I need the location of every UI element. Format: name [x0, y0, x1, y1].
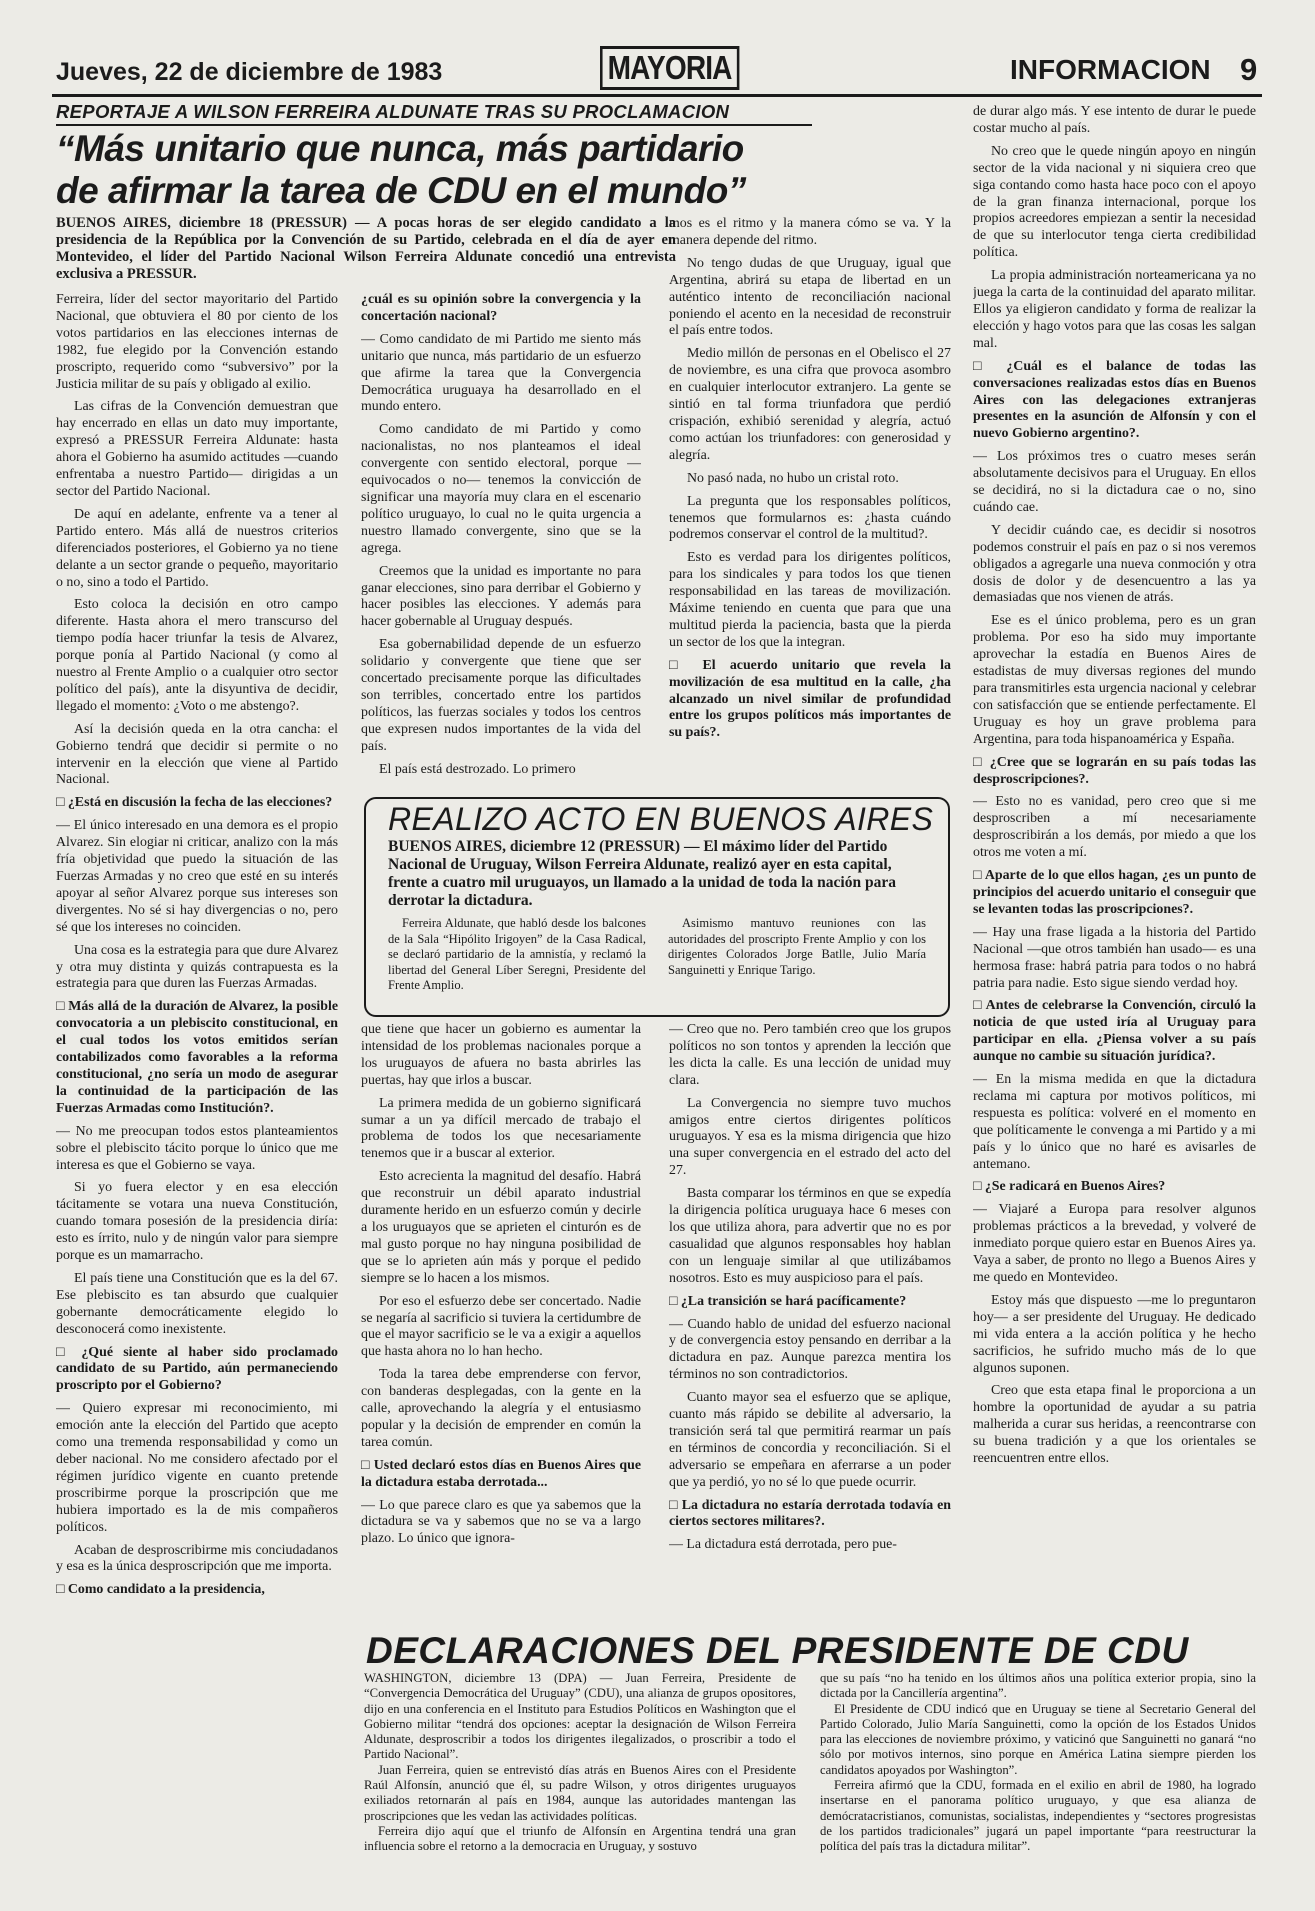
- article-paragraph: de durar algo más. Y ese intento de durar le puede costar mucho al país.: [973, 104, 1256, 136]
- interview-question: □ ¿Está en discusión la fecha de las elecciones?: [56, 795, 333, 811]
- interview-question: □ El acuerdo unitario que revela la movilización de esa multitud en la calle, ¿ha alcanzado un nivel similar de profundidad entre los grupos políticos más importantes de su país?.: [669, 657, 951, 741]
- article-column-4: [973, 104, 1256, 1622]
- declaraciones-headline: DECLARACIONES DEL PRESIDENTE DE CDU: [366, 1630, 1189, 1671]
- declaraciones-column-1: [364, 1671, 796, 1871]
- article-paragraph: Juan Ferreira, quien se entrevistó días atrás en Buenos Aires con el Presidente Raúl Alfonsín, anunció que él, su padre Wilson, y otros dirigentes uruguayos exiliados retornarán al país en 1984, aunque las autoridades mantengan las proscripciones que les vedan las actividades políticas.: [364, 1762, 796, 1823]
- article-paragraph: — Hay una frase ligada a la historia del Partido Nacional —que otros también han usado— es una hermosa frase: habrá patria para todos o no habrá patria para nadie. Esto sigue siendo verdad hoy.: [973, 924, 1256, 991]
- declaraciones-column-2: [820, 1671, 1256, 1871]
- box-paragraph: Asimismo mantuvo reuniones con las autoridades del proscripto Frente Amplio y con los dirigentes Colorados Jorge Batlle, Julio María Sanguinetti y Enrique Tarigo.: [668, 916, 926, 977]
- header-rule: [52, 94, 1262, 97]
- article-column-2-bottom: [361, 1022, 641, 1622]
- article-column-1: [56, 292, 338, 1872]
- article-paragraph: WASHINGTON, diciembre 13 (DPA) — Juan Ferreira, Presidente de “Convergencia Democrática del Uruguay” (CDU), una alianza de grupos opositores, dijo en una conferencia en el Instituto para Estudios Políticos en Washington que el Gobierno militar “tendrá dos opciones: aceptar la designación de Wilson Ferreira Aldunate, desproscribir a todos los dirigentes ilegalizados, o proscribir a todo el Partido Nacional”.: [364, 1671, 796, 1762]
- article-paragraph: Medio millón de personas en el Obelisco el 27 de noviembre, es una cifra que provoca asombro en cualquier interlocutor extranjero. La gente se sintió en tal forma triunfadora que perdió crispación, exhibió serenidad y alegría, actuó como actúan los triunfadores: con generosidad y alegría.: [669, 346, 951, 463]
- article-paragraph: Y decidir cuándo cae, es decidir si nosotros podemos construir el país en paz o si nos veremos obligados a agregarle una nueva conmoción y otra dosis de dolor y de desencuentro a las ya demasiadas que nos vienen de atrás.: [973, 522, 1256, 606]
- article-paragraph: Creo que esta etapa final le proporciona a un hombre la oportunidad de ayudar a su patria malherida a curar sus heridas, a reencontrarse con su buena tradición y a que los orientales se reencuentren entre ellos.: [973, 1383, 1256, 1467]
- article-paragraph: — Creo que no. Pero también creo que los grupos políticos no son tontos y aprenden la lección que les dicta la calle. Es una lección de unidad muy clara.: [669, 1022, 951, 1088]
- article-paragraph: Esto acrecienta la magnitud del desafío. Habrá que reconstruir un débil aparato industrial duramente herido en un esfuerzo común y decirle a los uruguayos que se aprieten el cinturón es de mal gusto porque no hay ninguna posibilidad de que se lo aprieten aún más y porque el pedido siempre se lo hacen a los mismos.: [361, 1169, 641, 1286]
- article-paragraph: — El único interesado en una demora es el propio Alvarez. Sin elogiar ni criticar, analizo con la más fría objetividad que puedo la situación de las Fuerzas Armadas y no creo que esté en su interés apoyar al señor Alvarez porque sus intereses son divergentes. No sé si hay divergencias o no, pero sé que los intereses no coinciden.: [56, 818, 338, 935]
- article-paragraph: Toda la tarea debe emprenderse con fervor, con banderas desplegadas, con la gente en la calle, aprovechando la alegría y el entusiasmo popular y la decisión de emprender en común la tarea común.: [361, 1367, 641, 1450]
- article-column-3-top: [669, 216, 951, 786]
- article-paragraph: Esto coloca la decisión en otro campo diferente. Hasta ahora el mero transcurso del tiempo podía hacer triunfar la tesis de Alvarez, porque ponía al Partido Nacional (y como al nuestro al Frente Amplio o a cualquier otro sector político del país), ante la disyuntiva de decidir, llegado el momento: ¿Voto o me abstengo?.: [56, 597, 338, 714]
- article-paragraph: — No me preocupan todos estos planteamientos sobre el plebiscito tácito porque lo único que me interesa es que el Gobierno se vaya.: [56, 1123, 338, 1173]
- article-paragraph: que su país “no ha tenido en los últimos años una política exterior propia, sino la dictada por la Cancillería argentina”.: [820, 1671, 1256, 1701]
- headline-line-2: de afirmar la tarea de CDU en el mundo”: [56, 170, 746, 211]
- article-paragraph: Las cifras de la Convención demuestran que hay encerrado en ellas un dato muy importante, expresó a PRESSUR Ferreira Aldunate: hasta ahora el Gobierno ha asumido actitudes —cuando enfrentaba a nuestro Partido— dirigidas a un sector del Partido Nacional.: [56, 399, 338, 499]
- kicker-rule: [56, 124, 812, 126]
- article-paragraph: Creemos que la unidad es importante no para ganar elecciones, sino para derribar el Gobierno y hacer posibles las elecciones. Y además para hacer gobernable al Uruguay después.: [361, 563, 641, 630]
- article-paragraph: Esa gobernabilidad depende de un esfuerzo solidario y convergente que tiene que ser concertado precisamente porque las dificultades son terribles, concertado entre los partidos políticos, las fuerzas sociales y todos los centros que expresen nudos importantes de la vida del país.: [361, 637, 641, 754]
- headline-line-1: “Más unitario que nunca, más partidario: [56, 128, 744, 169]
- box-lead: BUENOS AIRES, diciembre 12 (PRESSUR) — El máximo líder del Partido Nacional de Uruguay, Wilson Ferreira Aldunate, realizó ayer en esta capital, frente a cuatro mil uruguayos, un llamado a la unidad de toda la nación para derrotar la dictadura.: [388, 838, 896, 909]
- article-paragraph: Si yo fuera elector y en esa elección tácitamente se votara una nueva Constitución, cuando tomara posesión de la presidencia diría: esto es írrito, nulo y de ningún valor para siempre porque es un mamarracho.: [56, 1180, 338, 1264]
- article-paragraph: El Presidente de CDU indicó que en Uruguay se tiene al Secretario General del Partido Colorado, Julio María Sanguinetti, como la opción de los Estados Unidos para las elecciones de noviembre próximo, y vaticinó que Sanguinetti no ganará “no sólo por motivos internos, sino porque en América Latina siempre pierden los candidatos apoyados por Washington”.: [820, 1701, 1256, 1777]
- article-paragraph: El país está destrozado. Lo primero: [379, 761, 576, 777]
- article-paragraph: Como candidato de mi Partido y como nacionalistas, no nos planteamos el ideal convergente con sentido electoral, porque —equivocados o no— tenemos la convicción de significar una mayoría muy clara en el escenario político uruguayo, lo cual no le quita urgencia a nuestro llamado convergente, sino que se la agrega.: [361, 422, 641, 556]
- article-paragraph: Basta comparar los términos en que se expedía la dirigencia política uruguaya hace 6 meses con los que utiliza ahora, para advertir que no es por casualidad que algunos responsables hoy hablan con un lenguaje similar al que utilizábamos nosotros. Esto es muy auspicioso para el país.: [669, 1186, 951, 1286]
- article-paragraph: Ferreira dijo aquí que el triunfo de Alfonsín en Argentina tendrá una gran influencia sobre el retorno a la democracia en Uruguay, y sostuvo: [364, 1823, 796, 1854]
- article-paragraph: La primera medida de un gobierno significará sumar a un ya difícil mercado de trabajo el problema de todos los que necesariamente tenemos que ir a buscar al exterior.: [361, 1095, 641, 1162]
- article-paragraph: — Como candidato de mi Partido me siento más unitario que nunca, más partidario de un esfuerzo que afirme la tarea que la Convergencia Democrática uruguaya ha desarrollado en el mundo entero.: [361, 331, 641, 415]
- article-paragraph: Así la decisión queda en la otra cancha: el Gobierno tendrá que decidir si permite o no intervenir en la elección que viene al Partido Nacional.: [56, 721, 338, 788]
- article-paragraph: — Los próximos tres o cuatro meses serán absolutamente decisivos para el Uruguay. En ellos se decidirá, no si la dictadura cae o no, sino cuándo cae.: [973, 449, 1256, 515]
- box-column-2: [668, 916, 926, 978]
- interview-question: □ ¿Cree que se lograrán en su país todas las desproscripciones?.: [973, 754, 1256, 787]
- article-paragraph: que tiene que hacer un gobierno es aumentar la intensidad de los problemas nacionales porque a los uruguayos de afuera no basta abrirles las puertas, hay que irlos a buscar.: [361, 1022, 641, 1088]
- interview-question: □ ¿La transición se hará pacíficamente?: [669, 1293, 907, 1309]
- newspaper-logo: MAYORIA: [600, 46, 739, 90]
- article-kicker: REPORTAJE A WILSON FERREIRA ALDUNATE TRAS SU PROCLAMACION: [56, 101, 730, 122]
- article-paragraph: Cuanto mayor sea el esfuerzo que se aplique, cuanto más rápido se debilite al adversario, la transición será tal que permitirá rearmar un país en términos de concordia y reconciliación. Si el adversario se empeñara en aferrarse a un poder que ya perdió, yo no sé lo que puede ocurrir.: [669, 1390, 951, 1490]
- article-paragraph: Acaban de desproscribirme mis conciudadanos y esa es la única desproscripción que me importa.: [56, 1542, 338, 1575]
- article-paragraph: Una cosa es la estrategia para que dure Alvarez y otra muy distinta y quizás contrapuesta es la estrategia para que duren las Fuerzas Armadas.: [56, 942, 338, 992]
- interview-question: □ Aparte de lo que ellos hagan, ¿es un punto de principios del acuerdo unitario el conseguir que se levanten todas las proscripciones?.: [973, 868, 1256, 917]
- interview-question: □ ¿Se radicará en Buenos Aires?: [973, 1179, 1166, 1195]
- interview-question: □ Antes de celebrarse la Convención, circuló la noticia de que usted iría al Uruguay para participar en ella. ¿Piensa volver a su país aunque no cambie su situación jurídica?.: [973, 998, 1256, 1065]
- article-paragraph: No tengo dudas de que Uruguay, igual que Argentina, abrirá su etapa de libertad en un auténtico intento de reconciliación nacional poniendo el acento en la necesidad de reconstruir el país entre todos.: [669, 255, 951, 339]
- article-paragraph: La Convergencia no siempre tuvo muchos amigos entre ciertos dirigentes políticos uruguayos. Y esa es la misma dirigencia que hizo una super convergencia en el estrado del acto del 27.: [669, 1095, 951, 1179]
- page-number: 9: [1240, 52, 1258, 87]
- interview-question: □ La dictadura no estaría derrotada todavía en ciertos sectores militares?.: [669, 1497, 951, 1530]
- sidebar-box: [364, 797, 950, 1017]
- article-paragraph: No creo que le quede ningún apoyo en ningún sector de la vida nacional y ni siquiera creo que siga contando como hasta hace poco con el apoyo de la gran finanza internacional, porque los propios acreedores empiezan a sentir la necesidad de que su interlocutor tenga cierta credibilidad política.: [973, 143, 1256, 261]
- article-paragraph: Por eso el esfuerzo debe ser concertado. Nadie se negaría al sacrificio si tuviera la certidumbre de que el mayor sacrificio se le va a exigir a aquellos que hasta ahora no lo han hecho.: [361, 1293, 641, 1360]
- article-paragraph: — Quiero expresar mi reconocimiento, mi emoción ante la elección del Partido que acepto como una tremenda responsabilidad y como un deber nacional. No me considero afectado por el régimen jurídico vigente en cuanto pretende proscribirme porque la proscripción que me hubiera importado es la de mis compañeros políticos.: [56, 1401, 338, 1535]
- article-lead: BUENOS AIRES, diciembre 18 (PRESSUR) — A pocas horas de ser elegido candidato a la presidencia de la República por la Convención de su Partido, celebrada en el día de ayer en Montevideo, el líder del Partido Nacional Wilson Ferreira Aldunate concedió una entrevista exclusiva a PRESSUR.: [56, 215, 676, 282]
- article-paragraph: Ese es el único problema, pero es un gran problema. Por eso ha sido muy importante aprovechar la estadía en Buenos Aires de estadistas de muy diversas regiones del mundo para transmitirles esta urgencia nacional y celebrar con satisfacción que se entiende perfectamente. El Uruguay es hoy un grave problema para Argentina, para toda hispanoamérica y España.: [973, 613, 1256, 747]
- interview-question: □ Usted declaró estos días en Buenos Aires que la dictadura estaba derrotada...: [361, 1457, 641, 1490]
- article-paragraph: — Lo que parece claro es que ya sabemos que la dictadura se va y sabemos que no se va a largo plazo. Lo único que ignora-: [361, 1497, 641, 1547]
- article-paragraph: Esto es verdad para los dirigentes políticos, para los sindicales y para todos los que tienen responsabilidad en las tareas de movilización. Máxime teniendo en cuenta que para que una multitud pierda la paciencia, basta que la pierda un sector de los que la integran.: [669, 550, 951, 650]
- article-column-2-top: [361, 292, 641, 784]
- article-paragraph: Estoy más que dispuesto —me lo preguntaron hoy— a ser presidente del Uruguay. He dedicado mi vida entera a la acción política y he hecho sacrificios, he sufrido mucho más de lo que algunos suponen.: [973, 1292, 1256, 1376]
- article-paragraph: La propia administración norteamericana ya no juega la carta de la continuidad del aparato militar. Ellos ya eligieron candidato y forma de realizar la elección y hago votos para que las cosas les salgan mal.: [973, 268, 1256, 351]
- box-title: REALIZO ACTO EN BUENOS AIRES: [388, 801, 934, 837]
- box-column-1: [388, 916, 646, 994]
- article-headline: [56, 128, 956, 212]
- interview-question: □ Como candidato a la presidencia,: [56, 1582, 265, 1598]
- article-column-3-bottom: [669, 1022, 951, 1622]
- section-name: INFORMACION: [1010, 54, 1211, 85]
- article-paragraph: — Esto no es vanidad, pero creo que si me desproscriben a mí necesariamente desproscribirán a los demás, por miedo a que los otros me voten a mí.: [973, 794, 1256, 861]
- interview-question: □ Más allá de la duración de Alvarez, la posible convocatoria a un plebiscito constitucional, en el cual todos los votos emitidos serían contabilizados como favorables a la reforma constitucional, ¿no sería un modo de asegurar la continuidad de la participación de las Fuerzas Armadas como Institución?.: [56, 999, 338, 1116]
- article-paragraph: — La dictadura está derrotada, pero pue-: [669, 1537, 897, 1553]
- interview-question: □ ¿Cuál es el balance de todas las conversaciones realizadas estos días en Buenos Aires con las delegaciones extranjeras presentes en la asunción de Alfonsín y con el nuevo Gobierno argentino?.: [973, 358, 1256, 442]
- box-paragraph: Ferreira Aldunate, que habló desde los balcones de la Sala “Hipólito Irigoyen” de la Casa Radical, se declaró partidario de la amnistía, y reclamó la libertad del General Líber Seregni, Presidente del Frente Amplio.: [388, 916, 646, 992]
- article-paragraph: El país tiene una Constitución que es la del 67. Ese plebiscito es tan absurdo que cualquier gobernante democráticamente elegido lo desconocerá como inexistente.: [56, 1270, 338, 1337]
- article-paragraph: Ferreira, líder del sector mayoritario del Partido Nacional, que obtuviera el 80 por ciento de los votos partidarios en las elecciones internas de 1982, fue elegido por la Convención estando proscripto, requerido como “subversivo” por la Justicia militar de su país y obligado al exilio.: [56, 292, 338, 392]
- article-paragraph: — Cuando hablo de unidad del esfuerzo nacional y de convergencia estoy pensando en derribar a la dictadura en paz. Aunque parezca mentira los términos no son contradictorios.: [669, 1316, 951, 1383]
- interview-question: ¿cuál es su opinión sobre la convergencia y la concertación nacional?: [361, 292, 641, 324]
- issue-date: Jueves, 22 de diciembre de 1983: [56, 58, 443, 86]
- article-paragraph: La pregunta que los responsables políticos, tenemos que formularnos es: ¿hasta cuándo podremos conservar el control de la multitud?.: [669, 493, 951, 543]
- interview-question: □ ¿Qué siente al haber sido proclamado candidato de su Partido, aún permaneciendo proscripto por el Gobierno?: [56, 1344, 338, 1394]
- article-paragraph: No pasó nada, no hubo un cristal roto.: [687, 470, 899, 486]
- article-paragraph: mos es el ritmo y la manera cómo se va. Y la manera depende del ritmo.: [669, 216, 951, 248]
- article-paragraph: — Viajaré a Europa para resolver algunos problemas prácticos a la brevedad, y volveré de inmediato porque quiero estar en Buenos Aires ya. Vaya a saber, de pronto no llego a Buenos Aires y me quedo en Montevideo.: [973, 1202, 1256, 1285]
- article-paragraph: — En la misma medida en que la dictadura reclama mi captura por motivos políticos, mi respuesta es política: volveré en el momento en que políticamente le convenga a mi Partido y a mi país y lo único que no haré es avisarles de antemano.: [973, 1072, 1256, 1172]
- article-paragraph: De aquí en adelante, enfrente va a tener al Partido entero. Más allá de nuestros criterios diferenciados posteriores, el Gobierno ya no tiene delante a un sector grande o pequeño, mayoritario o no, sino a todo el Partido.: [56, 506, 338, 590]
- article-paragraph: Ferreira afirmó que la CDU, formada en el exilio en abril de 1980, ha logrado insertarse en el panorama político uruguayo, y que esa alianza de demócratacristianos, comunistas, socialistas, independientes y “sectores progresistas de los partidos tradicionales” jugará un papel importante “para reestructurar la política del país tras la dictadura militar”.: [820, 1778, 1256, 1854]
